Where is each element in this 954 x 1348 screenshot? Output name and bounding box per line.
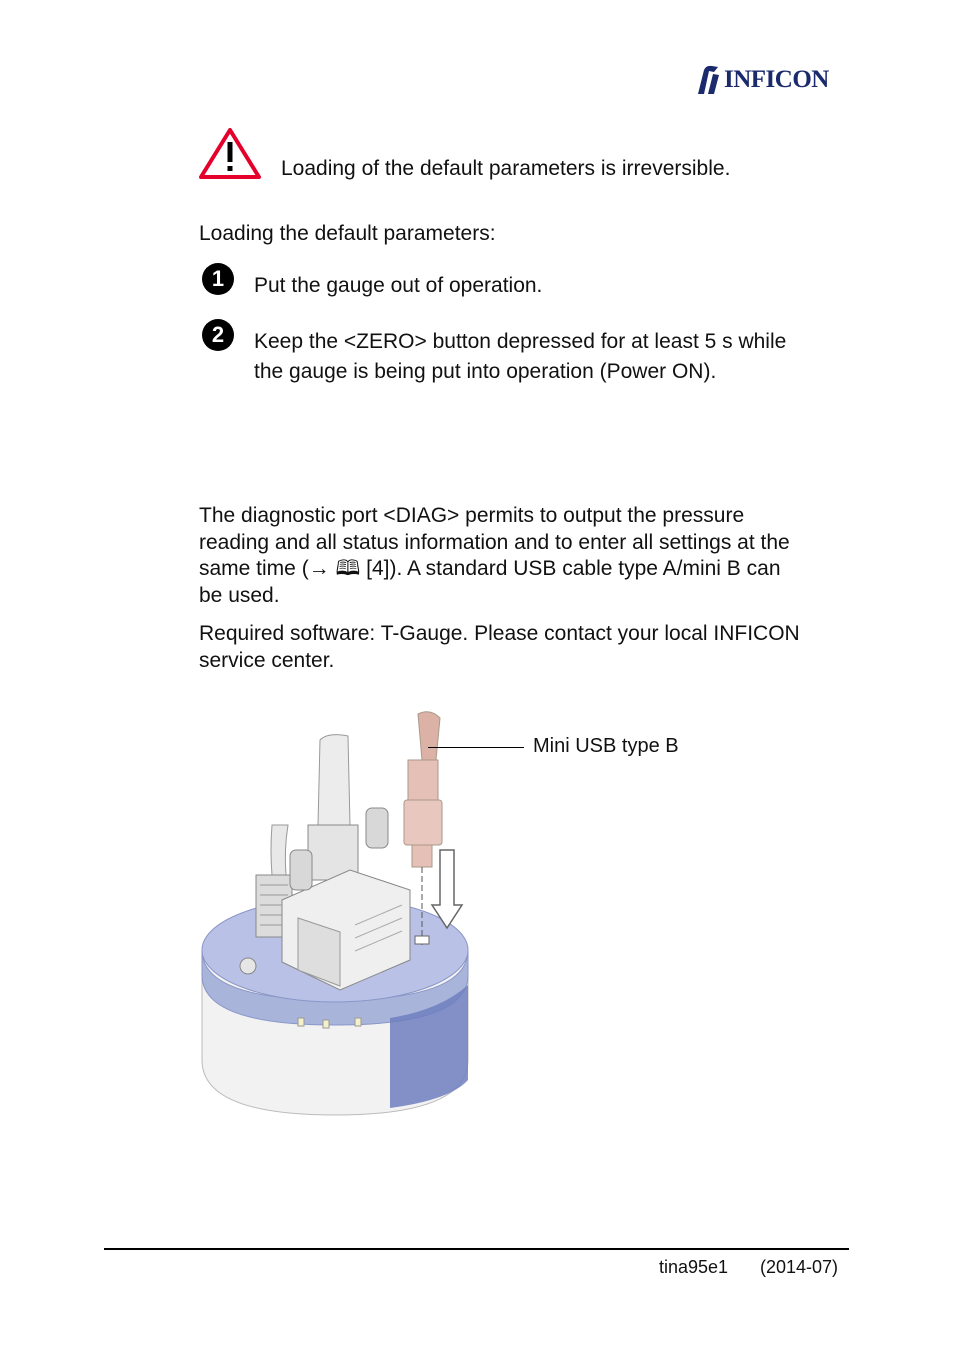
diag-line: same time (→ 🕮 [4]). A standard USB cable type A/mini B can — [199, 557, 781, 580]
gauge-illustration — [190, 700, 490, 1120]
step-2-text-line1: Keep the <ZERO> button depressed for at least 5 s while — [254, 330, 787, 353]
warning-triangle-icon — [198, 126, 262, 180]
inficon-logo — [694, 64, 846, 96]
software-line: Required software: T-Gauge. Please contact your local INFICON — [199, 622, 800, 645]
diag-line: The diagnostic port <DIAG> permits to output the pressure — [199, 504, 745, 527]
diag-paragraph — [199, 503, 859, 609]
callout-leader-line — [428, 747, 524, 748]
diag-line: reading and all status information and to enter all settings at the — [199, 530, 790, 554]
procedure-intro: Loading the default parameters: — [199, 222, 496, 245]
software-line: service center. — [199, 648, 335, 672]
step-2-badge: 2 — [202, 319, 234, 351]
footer-rule — [104, 1248, 849, 1250]
step-1-text: Put the gauge out of operation. — [254, 274, 543, 297]
callout-label: Mini USB type B — [533, 735, 679, 757]
step-2-text-line2: the gauge is being put into operation (Power ON). — [254, 360, 717, 383]
software-paragraph — [199, 621, 859, 674]
logo-wordmark: INFICON — [724, 66, 829, 93]
footer-date: (2014-07) — [760, 1257, 839, 1277]
inficon-logo-mark — [694, 64, 724, 96]
step-1-badge: 1 — [202, 263, 234, 295]
warning-text: Loading of the default parameters is irreversible. — [281, 157, 731, 180]
diag-line: be used. — [199, 583, 280, 607]
footer-doc-id: tina95e1 — [659, 1257, 729, 1277]
